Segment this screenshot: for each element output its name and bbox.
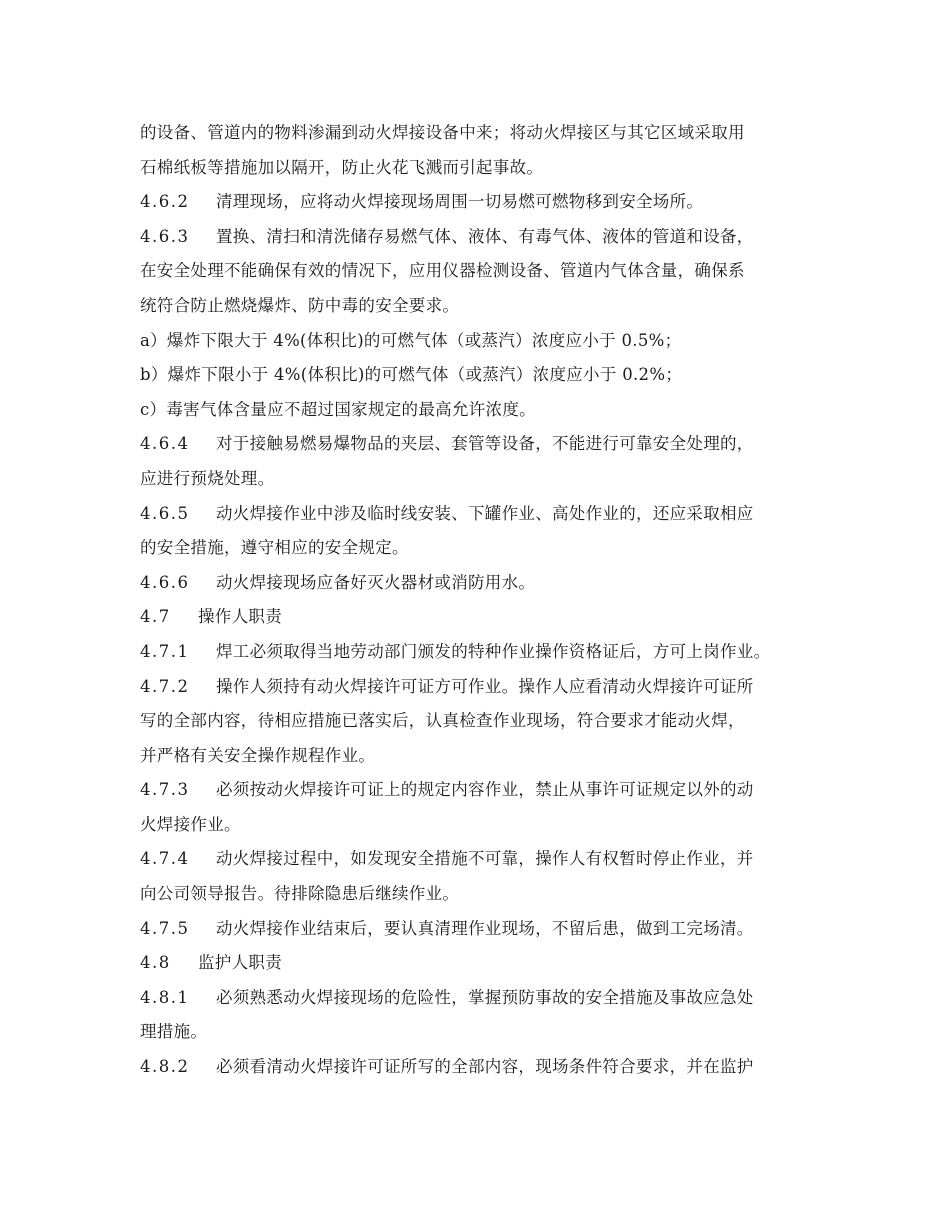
clause-text: 并严格有关安全操作规程作业。 xyxy=(140,745,376,765)
clause-line xyxy=(140,1050,830,1085)
text-line xyxy=(140,358,830,393)
clause-text: 必须按动火焊接许可证上的规定内容作业，禁止从事许可证规定以外的动 xyxy=(216,780,754,800)
text-line xyxy=(140,739,830,774)
clause-number: 4.6.5 xyxy=(140,503,190,523)
clause-text: c）毒害气体含量应不超过国家规定的最高允许浓度。 xyxy=(140,399,536,419)
clause-number: 4.8 xyxy=(140,953,171,973)
clause-number: 4.6.4 xyxy=(140,434,190,454)
clause-text: 必须看清动火焊接许可证所写的全部内容，现场条件符合要求，并在监护 xyxy=(216,1057,754,1077)
clause-line xyxy=(140,635,830,670)
clause-text: 石棉纸板等措施加以隔开，防止火花飞溅而引起事故。 xyxy=(140,157,544,177)
clause-number: 4.7.4 xyxy=(140,849,190,869)
clause-line xyxy=(140,670,830,705)
clause-text: 写的全部内容，待相应措施已落实后，认真检查作业现场，符合要求才能动火焊， xyxy=(140,711,745,731)
text-line xyxy=(140,116,830,151)
text-line xyxy=(140,324,830,359)
clause-line xyxy=(140,946,830,981)
clause-text: 向公司领导报告。待排除隐患后继续作业。 xyxy=(140,884,460,904)
clause-text: 动火焊接作业结束后，要认真清理作业现场，不留后患，做到工完场清。 xyxy=(216,918,754,938)
clause-number: 4.6.3 xyxy=(140,226,190,246)
text-line xyxy=(140,151,830,186)
clause-line xyxy=(140,773,830,808)
clause-number: 4.6.6 xyxy=(140,572,190,592)
clause-text: 的安全措施，遵守相应的安全规定。 xyxy=(140,538,409,558)
clause-line xyxy=(140,497,830,532)
clause-text: 火焊接作业。 xyxy=(140,814,241,834)
document-page xyxy=(140,116,830,1085)
clause-text: 动火焊接现场应备好灭火器材或消防用水。 xyxy=(216,572,536,592)
clause-text: 监护人职责 xyxy=(198,953,282,973)
clause-text: 在安全处理不能确保有效的情况下，应用仪器检测设备、管道内气体含量，确保系 xyxy=(140,261,745,281)
clause-text: 动火焊接作业中涉及临时线安装、下罐作业、高处作业的，还应采取相应 xyxy=(216,503,754,523)
clause-text: 必须熟悉动火焊接现场的危险性，掌握预防事故的安全措施及事故应急处 xyxy=(216,987,754,1007)
text-line xyxy=(140,531,830,566)
text-line xyxy=(140,808,830,843)
clause-text: 置换、清扫和清洗储存易燃气体、液体、有毒气体、液体的管道和设备， xyxy=(216,226,754,246)
clause-line xyxy=(140,566,830,601)
clause-line xyxy=(140,842,830,877)
text-line xyxy=(140,462,830,497)
clause-line xyxy=(140,981,830,1016)
clause-line xyxy=(140,220,830,255)
clause-number: 4.7.3 xyxy=(140,780,190,800)
clause-text: 应进行预烧处理。 xyxy=(140,468,275,488)
clause-number: 4.7 xyxy=(140,607,171,627)
clause-number: 4.7.2 xyxy=(140,676,190,696)
clause-text: 的设备、管道内的物料渗漏到动火焊接设备中来；将动火焊接区与其它区域采取用 xyxy=(140,123,745,142)
clause-number: 4.7.1 xyxy=(140,641,190,661)
clause-text: 焊工必须取得当地劳动部门颁发的特种作业操作资格证后，方可上岗作业。 xyxy=(216,641,771,661)
text-line xyxy=(140,254,830,289)
clause-text: 动火焊接过程中，如发现安全措施不可靠，操作人有权暂时停止作业，并 xyxy=(216,849,754,869)
text-line xyxy=(140,704,830,739)
clause-text: 理措施。 xyxy=(140,1022,208,1042)
clause-text: 操作人须持有动火焊接许可证方可作业。操作人应看清动火焊接许可证所 xyxy=(216,676,754,696)
text-line xyxy=(140,393,830,428)
clause-number: 4.8.1 xyxy=(140,987,190,1007)
clause-text: 操作人职责 xyxy=(198,607,282,627)
text-line xyxy=(140,1015,830,1050)
clause-number: 4.6.2 xyxy=(140,192,190,212)
clause-line xyxy=(140,912,830,947)
clause-number: 4.7.5 xyxy=(140,918,190,938)
text-line xyxy=(140,877,830,912)
clause-line xyxy=(140,600,830,635)
clause-line xyxy=(140,185,830,220)
clause-text: a）爆炸下限大于 4%(体积比)的可燃气体（或蒸汽）浓度应小于 0.5%； xyxy=(140,330,682,350)
clause-text: 清理现场，应将动火焊接现场周围一切易燃可燃物移到安全场所。 xyxy=(216,192,704,212)
clause-text: 统符合防止燃烧爆炸、防中毒的安全要求。 xyxy=(140,295,460,315)
clause-text: 对于接触易燃易爆物品的夹层、套管等设备，不能进行可靠安全处理的， xyxy=(216,434,754,454)
clause-text: b）爆炸下限小于 4%(体积比)的可燃气体（或蒸汽）浓度应小于 0.2%； xyxy=(140,365,683,385)
clause-number: 4.8.2 xyxy=(140,1057,190,1077)
text-line xyxy=(140,289,830,324)
clause-line xyxy=(140,427,830,462)
